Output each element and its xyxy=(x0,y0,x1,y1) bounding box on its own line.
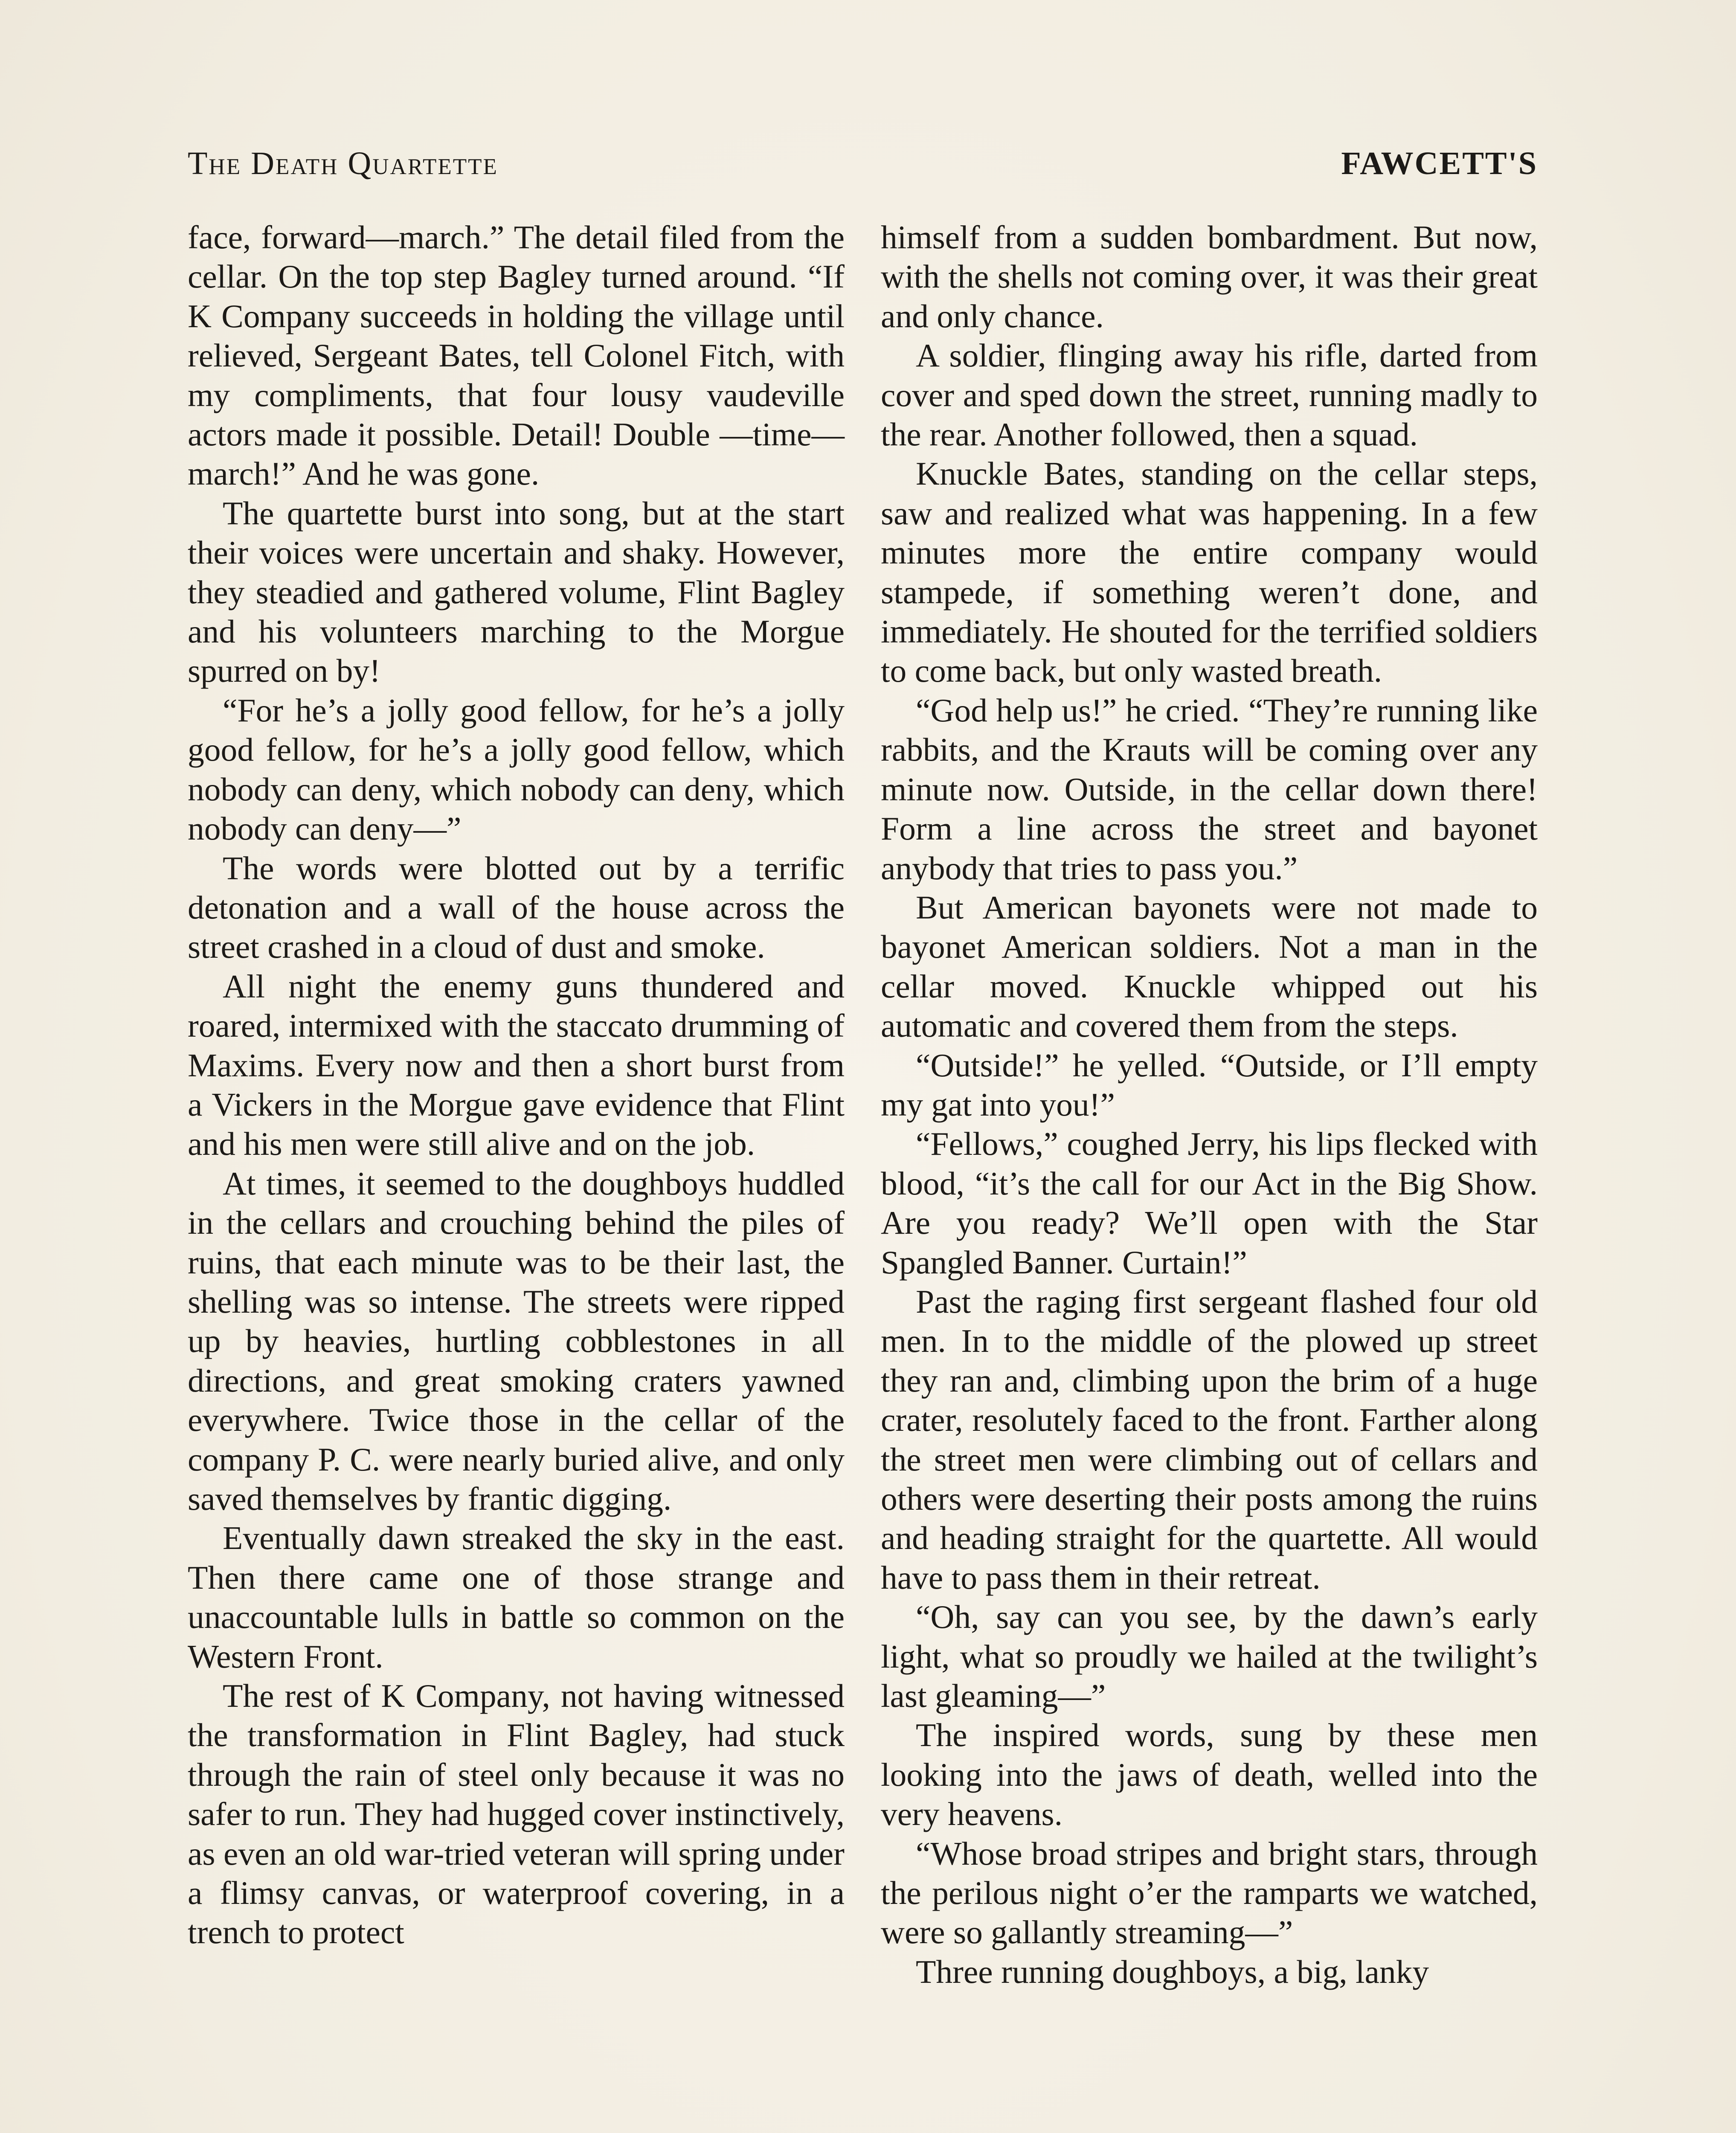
paragraph: “Oh, say can you see, by the dawn’s early light, what so proudly we hailed at the twilight’s last gleaming—” xyxy=(881,1598,1538,1715)
paragraph: “Whose broad stripes and bright stars, through the perilous night o’er the ramparts we watched, were so gallantly streaming—” xyxy=(881,1835,1538,1951)
paragraph: Knuckle Bates, standing on the cellar steps, saw and realized what was happening. In a few minutes more the entire company would stampede, if something weren’t done, and immediately. He shouted for the terrified soldiers to come back, but only wasted breath. xyxy=(881,455,1538,689)
left-column xyxy=(188,218,845,2133)
story-title-header: The Death Quartette xyxy=(188,145,498,181)
paragraph: himself from a sudden bombardment. But now, with the shells not coming over, it was their great and only chance. xyxy=(881,219,1538,334)
paragraph: Past the raging first sergeant flashed four old men. In to the middle of the plowed up street they ran and, climbing upon the brim of a huge crater, resolutely faced to the front. Farther along the street men were climbing out of cellars and others were deserting their posts among the ruins and heading straight for the quartette. All would have to pass them in their retreat. xyxy=(881,1283,1538,1596)
paragraph: “Fellows,” coughed Jerry, his lips flecked with blood, “it’s the call for our Act in the Big Show. Are you ready? We’ll open with the Star Spangled Banner. Curtain!” xyxy=(881,1125,1538,1281)
paragraph: But American bayonets were not made to bayonet American soldiers. Not a man in the cellar moved. Knuckle whipped out his automatic and covered them from the steps. xyxy=(881,889,1538,1044)
text-columns xyxy=(188,218,1538,2133)
paragraph: Eventually dawn streaked the sky in the east. Then there came one of those strange and unaccountable lulls in battle so common on the Western Front. xyxy=(188,1520,845,1675)
right-column xyxy=(881,218,1538,2133)
running-head xyxy=(188,145,1538,188)
paragraph: The words were blotted out by a terrific detonation and a wall of the house across the street crashed in a cloud of dust and smoke. xyxy=(188,849,845,965)
magazine-name-header: FAWCETT'S xyxy=(1341,145,1538,181)
paragraph: The inspired words, sung by these men looking into the jaws of death, welled into the very heavens. xyxy=(881,1717,1538,1833)
paragraph: “Outside!” he yelled. “Outside, or I’ll empty my gat into you!” xyxy=(881,1046,1538,1123)
paragraph: At times, it seemed to the doughboys huddled in the cellars and crouching behind the piles of ruins, that each minute was to be their last, the shelling was so intense. The streets were ripped up by heavies, hurtling cobblestones in all directions, and great smoking craters yawned everywhere. Twice those in the cellar of the company P. C. were nearly buried alive, and only saved themselves by frantic digging. xyxy=(188,1165,845,1517)
paragraph: All night the enemy guns thundered and roared, intermixed with the staccato drumming of Maxims. Every now and then a short burst from a Vickers in the Morgue gave evidence that Flint and his men were still alive and on the job. xyxy=(188,968,845,1162)
paragraph: Three running doughboys, a big, lanky xyxy=(916,1953,1429,1990)
paragraph: A soldier, flinging away his rifle, darted from cover and sped down the street, running madly to the rear. Another followed, then a squad. xyxy=(881,337,1538,453)
paragraph: “For he’s a jolly good fellow, for he’s a jolly good fellow, for he’s a jolly good fellow, which nobody can deny, which nobody can deny, which nobody can deny—” xyxy=(188,692,845,847)
paragraph: “God help us!” he cried. “They’re running like rabbits, and the Krauts will be coming over any minute now. Outside, in the cellar down there! Form a line across the street and bayonet anybody that tries to pass you.” xyxy=(881,692,1538,886)
paragraph: face, forward—march.” The detail filed from the cellar. On the top step Bagley turned around. “If K Company succeeds in holding the village until relieved, Sergeant Bates, tell Colonel Fitch, with my compliments, that four lousy vaudeville actors made it possible. Detail! Double —time—march!” And he was gone. xyxy=(188,219,845,492)
paragraph: The rest of K Company, not having witnessed the transformation in Flint Bagley, had stuck through the rain of steel only because it was no safer to run. They had hugged cover instinctively, as even an old war-tried veteran will spring under a flimsy canvas, or waterproof covering, in a trench to protect xyxy=(188,1677,845,1951)
paragraph: The quartette burst into song, but at the start their voices were uncertain and shaky. However, they steadied and gathered volume, Flint Bagley and his volunteers marching to the Morgue spurred on by! xyxy=(188,494,845,689)
